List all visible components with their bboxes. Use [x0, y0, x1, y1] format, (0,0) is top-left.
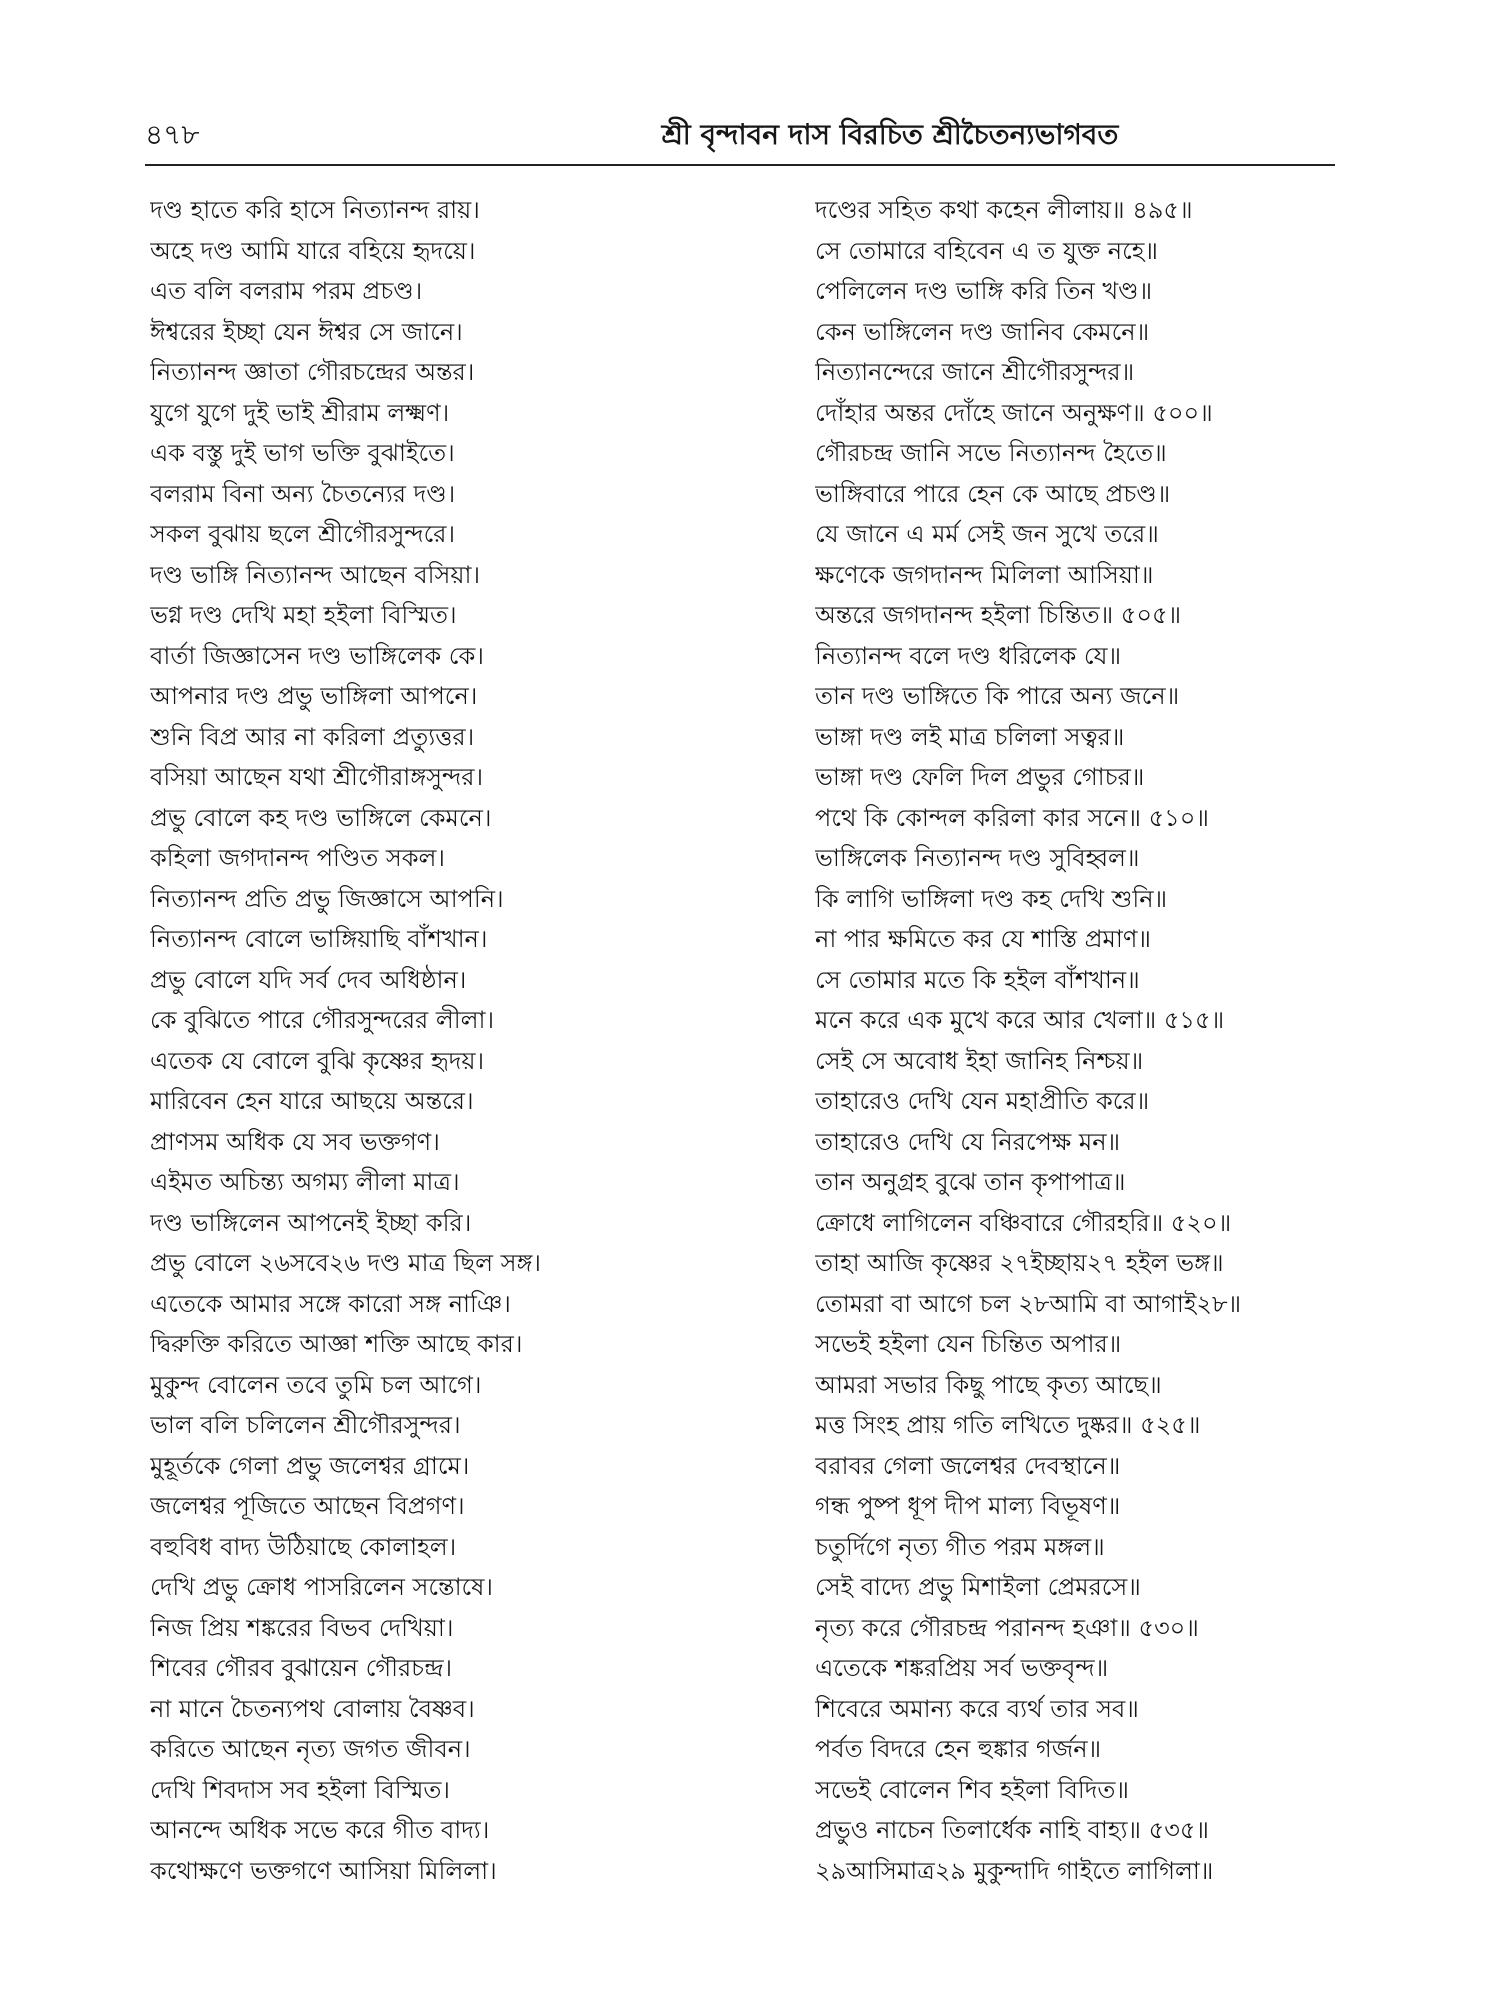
- verse-line: না মানে চৈতন্যপথ বোলায় বৈষ্ণব।: [150, 1694, 475, 1723]
- verse-line: নিত্যানন্দ বলে দণ্ড ধরিলেক যে॥: [815, 641, 1122, 670]
- verse-line: পর্বত বিদরে হেন হুঙ্কার গর্জন॥: [815, 1735, 1102, 1763]
- verse-line: এতেক যে বোলে বুঝি কৃষ্ণের হৃদয়।: [150, 1046, 485, 1075]
- verse-line: না পার ক্ষমিতে কর যে শাস্তি প্রমাণ॥: [815, 925, 1151, 953]
- verse-line: ক্ষণেকে জগদানন্দ মিলিলা আসিয়া॥: [815, 560, 1154, 589]
- verse-line: নৃত্য করে গৌরচন্দ্র পরানন্দ হঞা॥ ৫৩০॥: [815, 1613, 1199, 1642]
- verse-line: সে তোমারে বহিবেন এ ত যুক্ত নহে॥: [815, 236, 1158, 265]
- verse-line: প্রভু বোলে ২৬সবে২৬ দণ্ড মাত্র ছিল সঙ্গ।: [150, 1249, 541, 1277]
- verse-line: সেই সে অবোধ ইহা জানিহ নিশ্চয়॥: [815, 1046, 1144, 1075]
- verse-line: করিতে আছেন নৃত্য জগত জীবন।: [150, 1735, 471, 1763]
- verse-line: শিবেরে অমান্য করে ব্যর্থ তার সব॥: [815, 1694, 1139, 1723]
- verse-line: প্রভু বোলে যদি সর্ব দেব অধিষ্ঠান।: [150, 965, 467, 994]
- verse-line: ২৯আসিমাত্র২৯ মুকুন্দাদি গাইতে লাগিলা॥: [815, 1856, 1214, 1885]
- running-title: শ্রী বৃন্দাবন দাস বিরচিত শ্রীচৈতন্যভাগবত: [661, 118, 1119, 151]
- verse-line: পথে কি কোন্দল করিলা কার সনে॥ ৫১০॥: [815, 803, 1209, 832]
- verse-line: দণ্ডের সহিত কথা কহেন লীলায়॥ ৪৯৫॥: [815, 196, 1193, 224]
- verse-line: তাহারেও দেখি যেন মহাপ্রীতি করে॥: [815, 1087, 1150, 1115]
- verse-line: প্রভু বোলে কহ দণ্ড ভাঙ্গিলে কেমনে।: [150, 803, 492, 832]
- verse-line: তান অনুগ্রহ বুঝে তান কৃপাপাত্র॥: [815, 1168, 1126, 1196]
- verse-line: ভাল বলি চলিলেন শ্রীগৌরসুন্দর।: [150, 1411, 461, 1439]
- verse-line: ভাঙ্গা দণ্ড লই মাত্র চলিলা সত্বর॥: [815, 722, 1125, 751]
- verse-line: কহিলা জগদানন্দ পণ্ডিত সকল।: [150, 844, 445, 872]
- verse-line: আপনার দণ্ড প্রভু ভাঙ্গিলা আপনে।: [150, 682, 478, 710]
- verse-line: নিজ প্রিয় শঙ্করের বিভব দেখিয়া।: [150, 1613, 454, 1642]
- verse-line: তান দণ্ড ভাঙ্গিতে কি পারে অন্য জনে॥: [815, 682, 1180, 710]
- verse-line: এইমত অচিন্ত্য অগম্য লীলা মাত্র।: [150, 1168, 460, 1196]
- verse-line: গন্ধ পুষ্প ধূপ দীপ মাল্য বিভূষণ॥: [815, 1492, 1121, 1520]
- verse-line: দ্বিরুক্তি করিতে আজ্ঞা শক্তি আছে কার।: [150, 1330, 523, 1358]
- verse-line: কে বুঝিতে পারে গৌরসুন্দরের লীলা।: [150, 1006, 495, 1034]
- verse-line: যে জানে এ মর্ম সেই জন সুখে তরে॥: [815, 520, 1159, 548]
- verse-column-left: [150, 190, 790, 1891]
- verse-line: জলেশ্বর পূজিতে আছেন বিপ্রগণ।: [150, 1492, 465, 1520]
- verse-line: ভাঙ্গিবারে পারে হেন কে আছে প্রচণ্ড॥: [815, 479, 1171, 508]
- verse-line: ঈশ্বরের ইচ্ছা যেন ঈশ্বর সে জানে।: [150, 317, 463, 346]
- verse-line: সেই বাদ্যে প্রভু মিশাইলা প্রেমরসে॥: [815, 1573, 1141, 1601]
- verse-line: বসিয়া আছেন যথা শ্রীগৌরাঙ্গসুন্দর।: [150, 763, 484, 791]
- header-rule: [145, 164, 1335, 166]
- verse-line: অহে দণ্ড আমি যারে বহিয়ে হৃদয়ে।: [150, 236, 476, 265]
- verse-line: দণ্ড হাতে করি হাসে নিত্যানন্দ রায়।: [150, 196, 480, 224]
- verse-line: চতুর্দিগে নৃত্য গীত পরম মঙ্গল॥: [815, 1532, 1105, 1561]
- verse-line: মুহূর্তকে গেলা প্রভু জলেশ্বর গ্রামে।: [150, 1451, 470, 1480]
- verse-line: মুকুন্দ বোলেন তবে তুমি চল আগে।: [150, 1370, 482, 1399]
- verse-line: দেখি শিবদাস সব হইলা বিস্মিত।: [150, 1775, 450, 1804]
- verse-line: নিত্যানন্দ বোলে ভাঙ্গিয়াছি বাঁশখান।: [150, 925, 488, 953]
- verse-line: দেখি প্রভু ক্রোধ পাসরিলেন সন্তোষে।: [150, 1573, 493, 1601]
- verse-line: দণ্ড ভাঙ্গি নিত্যানন্দ আছেন বসিয়া।: [150, 560, 481, 589]
- verse-line: নিত্যানন্দেরে জানে শ্রীগৌরসুন্দর॥: [815, 358, 1135, 386]
- verse-line: প্রাণসম অধিক যে সব ভক্তগণ।: [150, 1127, 440, 1156]
- verse-line: আনন্দে অধিক সভে করে গীত বাদ্য।: [150, 1816, 490, 1844]
- verse-line: এক বস্তু দুই ভাগ ভক্তি বুঝাইতে।: [150, 439, 455, 467]
- verse-line: দোঁহার অন্তর দোঁহে জানে অনুক্ষণ॥ ৫০০॥: [815, 398, 1213, 427]
- verse-line: সে তোমার মতে কি হইল বাঁশখান॥: [815, 965, 1140, 994]
- verse-line: এতেকে শঙ্করপ্রিয় সর্ব ভক্তবৃন্দ॥: [815, 1654, 1109, 1682]
- verse-line: এত বলি বলরাম পরম প্রচণ্ড।: [150, 277, 423, 305]
- verse-line: দণ্ড ভাঙ্গিলেন আপনেই ইচ্ছা করি।: [150, 1208, 472, 1237]
- verse-line: সভেই বোলেন শিব হইলা বিদিত॥: [815, 1775, 1129, 1804]
- verse-line: তাহা আজি কৃষ্ণের ২৭ইচ্ছায়২৭ হইল ভঙ্গ॥: [815, 1249, 1224, 1277]
- verse-line: তাহারেও দেখি যে নিরপেক্ষ মন॥: [815, 1127, 1121, 1156]
- verse-line: সভেই হইলা যেন চিন্তিত অপার॥: [815, 1330, 1122, 1358]
- verse-line: পেলিলেন দণ্ড ভাঙ্গি করি তিন খণ্ড॥: [815, 277, 1153, 305]
- verse-line: মনে করে এক মুখে করে আর খেলা॥ ৫১৫॥: [815, 1006, 1225, 1034]
- verse-line: শুনি বিপ্র আর না করিলা প্রত্যুত্তর।: [150, 722, 475, 751]
- verse-line: নিত্যানন্দ জ্ঞাতা গৌরচন্দ্রের অন্তর।: [150, 358, 475, 386]
- verse-line: ভাঙ্গিলেক নিত্যানন্দ দণ্ড সুবিহ্বল॥: [815, 844, 1140, 872]
- verse-column-right: [815, 190, 1335, 1891]
- verse-line: শিবের গৌরব বুঝায়েন গৌরচন্দ্র।: [150, 1654, 453, 1682]
- verse-line: গৌরচন্দ্র জানি সভে নিত্যানন্দ হৈতে॥: [815, 439, 1167, 467]
- verse-line: আমরা সভার কিছু পাছে কৃত্য আছে॥: [815, 1370, 1162, 1399]
- page-number: ৪৭৮: [145, 118, 200, 151]
- verse-line: কি লাগি ভাঙ্গিলা দণ্ড কহ দেখি শুনি॥: [815, 884, 1168, 913]
- verse-line: প্রভুও নাচেন তিলার্ধেক নাহি বাহ্য॥ ৫৩৫॥: [815, 1816, 1209, 1844]
- verse-line: সকল বুঝায় ছলে শ্রীগৌরসুন্দরে।: [150, 520, 456, 548]
- verse-line: বরাবর গেলা জলেশ্বর দেবস্থানে॥: [815, 1451, 1121, 1480]
- verse-line: কেন ভাঙ্গিলেন দণ্ড জানিব কেমনে॥: [815, 317, 1150, 346]
- verse-line: মারিবেন হেন যারে আছয়ে অন্তরে।: [150, 1087, 474, 1115]
- verse-line: বার্তা জিজ্ঞাসেন দণ্ড ভাঙ্গিলেক কে।: [150, 641, 484, 670]
- verse-line: এতেকে আমার সঙ্গে কারো সঙ্গ নাঞি।: [150, 1289, 511, 1318]
- verse-line: ক্রোধে লাগিলেন বঞ্চিবারে গৌরহরি॥ ৫২০॥: [815, 1208, 1232, 1237]
- verse-line: মত্ত সিংহ প্রায় গতি লখিতে দুষ্কর॥ ৫২৫॥: [815, 1411, 1201, 1439]
- verse-line: ভগ্ন দণ্ড দেখি মহা হইলা বিস্মিত।: [150, 601, 457, 629]
- verse-line: বহুবিধ বাদ্য উঠিয়াছে কোলাহল।: [150, 1532, 457, 1561]
- verse-line: কথোক্ষণে ভক্তগণে আসিয়া মিলিলা।: [150, 1856, 497, 1885]
- verse-line: অন্তরে জগদানন্দ হইলা চিন্তিত॥ ৫০৫॥: [815, 601, 1182, 629]
- verse-line: যুগে যুগে দুই ভাই শ্রীরাম লক্ষ্মণ।: [150, 398, 450, 427]
- page-header: [145, 110, 1335, 160]
- verse-line: ভাঙ্গা দণ্ড ফেলি দিল প্রভুর গোচর॥: [815, 763, 1145, 791]
- verse-line: নিত্যানন্দ প্রতি প্রভু জিজ্ঞাসে আপনি।: [150, 884, 504, 913]
- verse-line: বলরাম বিনা অন্য চৈতন্যের দণ্ড।: [150, 479, 456, 508]
- verse-line: তোমরা বা আগে চল ২৮আমি বা আগাই২৮॥: [815, 1289, 1242, 1318]
